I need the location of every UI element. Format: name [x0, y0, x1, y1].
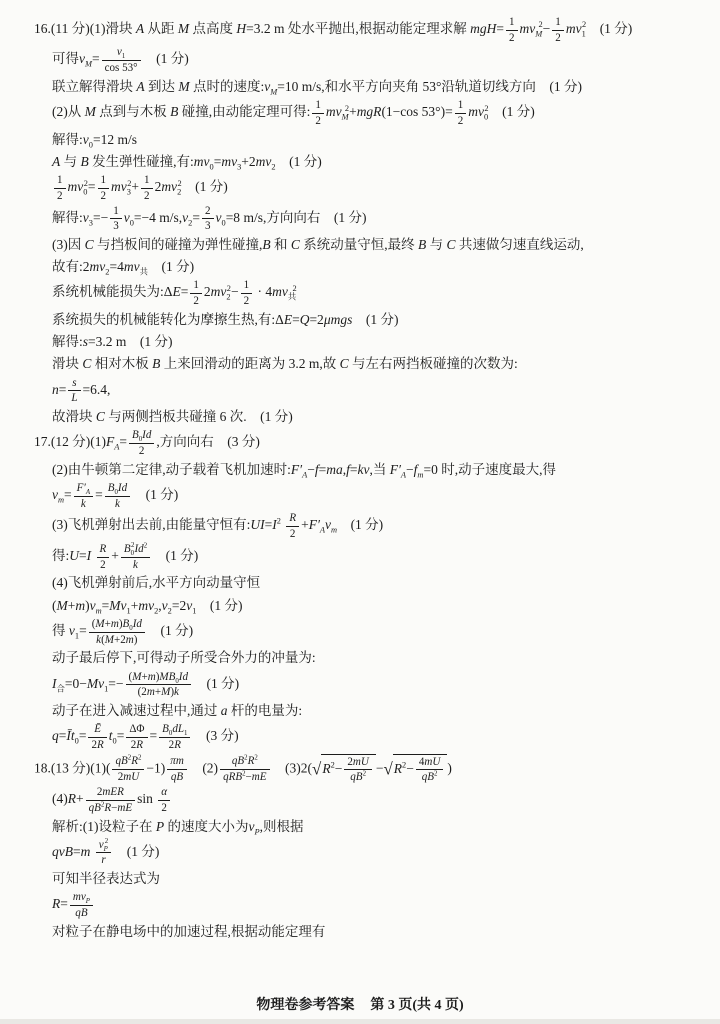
answer-line: 16.(11 分)(1)滑块 A 从距 M 点高度 H=3.2 m 处水平抛出,根据动能定理求解 mgH= $\frac{1}{2}$ $mv_M^2-$ $\frac{1}{2}$ $mv_1^2$ (1 分) [34, 16, 633, 44]
answer-line: $I_合=0-Mv_1=-$ $\frac{(M+m)MB_0Id}{(2m+M)k}$ (1 分) [52, 670, 240, 699]
answer-line: 系统机械能损失为:ΔE= $\frac{1}{2}$ $2mv_2^2-$ $\frac{1}{2}$ · $4mv_共^2$ [52, 279, 297, 308]
answer-line: 滑块 C 相对木板 B 上来回滑动的距离为 3.2 m,故 C 与左右两挡板碰撞的次数为: [52, 356, 518, 372]
footer-page-number: 第 3 页(共 4 页) [370, 998, 464, 1013]
footer-title: 物理卷参考答案 [256, 998, 355, 1013]
answer-line: $v_m=$ $\frac{F'_A}{k}$ = $\frac{B_0Id}{k}$ (1 分) [52, 482, 179, 510]
answer-line: 对粒子在静电场中的加速过程,根据动能定理有 [52, 923, 326, 939]
answer-line: 解得$:v_0=12$ m/s [52, 131, 137, 150]
answer-line: (3)因 C 与挡板间的碰撞为弹性碰撞,B 和 C 系统动量守恒,最终 B 与 C 共速做匀速直线运动, [52, 236, 584, 252]
answer-line: (2)从 M 点到与木板 B 碰撞,由动能定理可得: $\frac{1}{2}$ $mv_M^2+mgR(1-\cos$ 53°)= $\frac{1}{2}$ $mv_0^2$ (1 分) [52, 99, 535, 127]
answer-line: (4)R+ $\frac{\text{2mER}}{qB^2R-mE}$ sin $\frac{\alpha}{2}$ [34, 786, 694, 814]
answer-line: 可得$v_M=$ $\frac{v_1}{\cos 53^\circ}$ (1 分) [52, 46, 189, 75]
answer-line: n= $\frac{s}{L}$ =6.4, [52, 376, 111, 405]
answer-line: 动子在进入减速过程中,通过 a 杆的电量为: [52, 702, 303, 718]
answer-line: 得 $v_1=$ $\frac{(M+m)B_0Id}{k(M+2m)}$ (1 分) [52, 617, 194, 646]
answer-line: (4)飞机弹射前后,水平方向动量守恒 [52, 575, 261, 591]
scan-edge [0, 1019, 720, 1024]
answer-lines [34, 16, 694, 942]
answer-line: 得:U=I $\frac{R}{2}$ + $\frac{B_0^2Id^2}{k}$ (1 分) [52, 542, 199, 571]
answer-line: 解得$:v_3=-$ $\frac{1}{3}$ $v_0=-4$ $m/s,v_2=$ $\frac{2}{3}$ $v_0=8$ m/s,方向向右 (1 分) [52, 204, 367, 233]
answer-line: (3)飞机弹射出去前,由能量守恒有$:UI=I^2$ $\frac{R}{2}$ $+F'_Av_m$ (1 分) [52, 512, 384, 541]
answer-line: $\frac{1}{2}$ $mv_0^2=$ $\frac{1}{2}$ $mv_3^2+$ $\frac{1}{2}$ $2mv_2^2$ (1 分) [34, 174, 694, 202]
answer-line: $(M+m)v_m=Mv_1+mv_2,v_2=2v_1$ (1 分) [52, 597, 243, 616]
answer-line: 18.(13 分)(1)( $\frac{qB^2R^2}{2mU}$ −1) $\frac{\pi m}{qB}$ (2) $\frac{qB^2R^2}{qRB^2-mE}$ $(3)2(√R^2-$ $\frac{2mU}{qB^2}$ $-√R^2-$ $\frac{4mU}{qB^2}$ ) [34, 754, 452, 784]
answer-line: R= $\frac{mv_P}{qB}$ [34, 891, 694, 919]
answer-line: 故滑块 C 与两侧挡板共碰撞 6 次. (1 分) [52, 409, 293, 425]
answer-line: 可知半径表达式为 [52, 871, 160, 887]
answer-line: 17.(12 分)$(1)F_A=$ $\frac{B_0Id}{2}$ ,方向向右 (3 分) [34, 429, 260, 458]
answer-line: 解析:(1)设粒子在 P 的速度大小为$v_P$,则根据 [52, 818, 304, 837]
answer-line: 动子最后停下,可得动子所受合外力的冲量为: [52, 650, 316, 666]
answer-line: 系统损失的机械能转化为摩擦生热,有:ΔE=Q=2μmgs (1 分) [52, 311, 399, 327]
answer-line: 解得:s=3.2 m (1 分) [52, 334, 173, 350]
answer-line: (2)由牛顿第二定律,动子载着飞机加速时$:F'_A-f=ma,f=kv$,当 $F'_A-f_m=0$ 时,动子速度最大,得 [52, 461, 556, 480]
answer-line: qvB=m $\frac{v_P^2}{r}$ (1 分) [52, 838, 160, 867]
answer-line: $q=Īt_0=$ $\frac{Ē}{2R}$ $t_0=$ $\frac{\Delta\Phi}{2R}$ = $\frac{B_0dL_1}{2R}$ (3 分) [52, 723, 239, 751]
answer-line: A 与 B 发生弹性碰撞,有$:mv_0=mv_3+2mv_2$ (1 分) [52, 153, 322, 172]
page-footer [0, 994, 720, 1014]
answer-line: 联立解得滑块 A 到达 M 点时的速度$:v_M=10$ m/s,和水平方向夹角 53°沿轨道切线方向 (1 分) [52, 78, 583, 97]
answer-line: 故有$:2mv_2=4mv_共$ (1 分) [52, 259, 195, 277]
